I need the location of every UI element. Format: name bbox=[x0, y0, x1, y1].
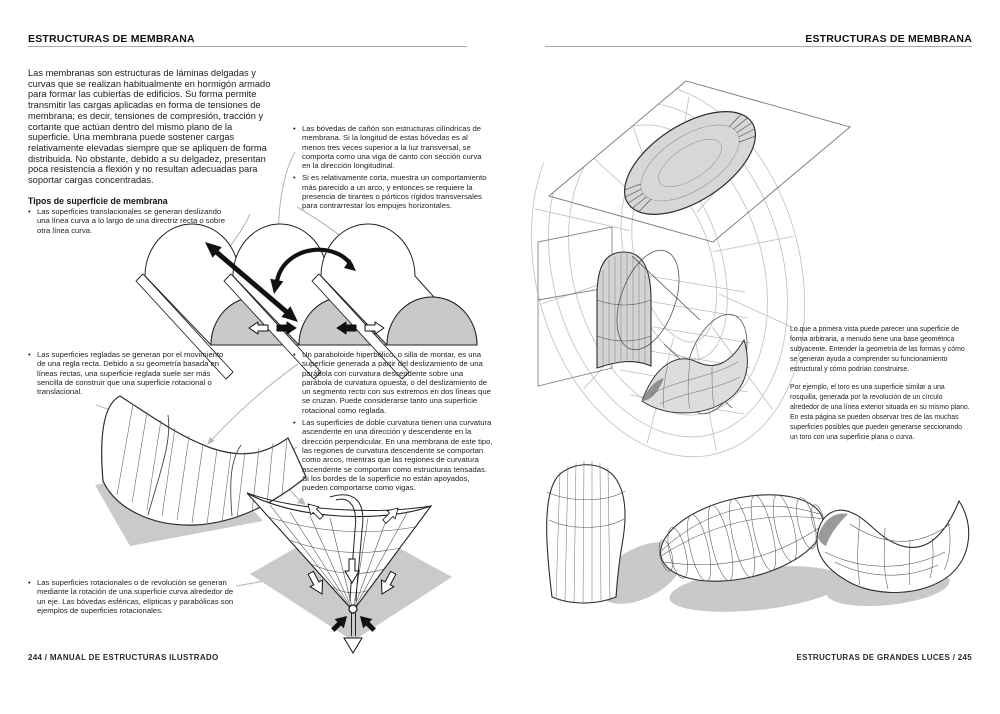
bullet-translacionales: • Las superficies translacionales se generan deslizando una línea curva a lo largo de una directriz recta o sobre otra línea curva. bbox=[28, 207, 233, 238]
blob-surface-illustration bbox=[651, 480, 847, 619]
bullet-regladas: • Las superficies regladas se generan por el movimiento de una regla recta. Debido a su geometría basada en líneas rectas, una superficie reglada suele ser más sencilla de construir que una superficie rotacional o translacional. bbox=[28, 350, 233, 399]
right-page-header: ESTRUCTURAS DE MEMBRANA bbox=[805, 33, 972, 45]
right-paragraph-2: Por ejemplo, el toro es una superficie similar a una rosquilla, generada por la revolución de un círculo alrededor de una línea exterior situada en su mismo plano. En esta página se pueden observar tres de las muchas superficies posibles que pueden generarse seccionando un toro con una superficie plana o curva. bbox=[790, 384, 970, 441]
right-paragraph-1: Lo que a primera vista puede parecer una superficie de forma arbitraria, a menudo tiene una base geométrica subyacente. Entender la geometría de las formas y cómo se generan ayuda a comprender su funcionamiento estructural y cómo podrían construirse. bbox=[790, 326, 965, 373]
bullet-rotacionales: • Las superficies rotacionales o de revolución se generan mediante la rotación de una superficie curva alrededor de un eje. Las bóvedas esféricas, elípticas y parabólicas son ejemplos de superficies rotacionales. bbox=[28, 578, 236, 618]
intro-paragraph: Las membranas son estructuras de láminas delgadas y curvas que se realizan habitualmente en hormigón armado para formar las cubiertas de edificios. Su forma permite transmitir las cargas aplicadas en forma de tensiones de membrana; es decir, tensiones de compresión, tracción y cortante que actúan dentro del mismo plano de la superficie. Una membrana puede sostener cargas relativamente elevadas siempre que se apliquen de forma distribuida. No obstante, debido a su delgadez, presentan poca resistencia a flexión y no resultan adecuadas para soportar cargas concentradas. bbox=[28, 68, 271, 186]
bullets-bovedas: • Las bóvedas de cañón son estructuras cilíndricas de membrana. Si la longitud de estas bóvedas es al menos tres veces superior a la luz transversal, se comporta como una viga de canto con sección curva en la dirección longitudinal. • Si es relativamente corta, muestra un comportamiento más parecido a un arco, y entonces se requiere la presencia de tirantes o pórticos rígidos transversales para contrarrestar los empujes horizontales. bbox=[293, 124, 489, 214]
left-page-footer: 244 / MANUAL DE ESTRUCTURAS ILUSTRADO bbox=[28, 653, 219, 662]
bullets-paraboloide: • Un paraboloide hiperbólico, o silla de montar, es una superficie generada a partir del deslizamiento de una parábola con curvatura descendente sobre una parábola de curvatura opuesta, o del deslizamiento de un segmento recto con sus extremos en dos líneas que se cruzan. Puede considerarse tanto una superficie rotacional como reglada. • Las superficies de doble curvatura tienen una curvatura ascendente en una dirección y descendente en la dirección perpendicular. En una membrana de este tipo, las regiones de curvatura descendente se comportan como arcos, mientras que las regiones de curvatura ascendente se comportan como estructuras tensadas. Si los bordes de la superficie no están apoyados, pueden comportarse como vigas. bbox=[293, 350, 493, 495]
hypar-funnel-illustration bbox=[247, 493, 452, 653]
right-header-rule bbox=[545, 46, 972, 47]
right-page-footer: ESTRUCTURAS DE GRANDES LUCES / 245 bbox=[796, 653, 972, 662]
saddle-shell-illustration bbox=[817, 501, 969, 611]
left-header-rule bbox=[28, 46, 467, 47]
membrane-types-subhead: Tipos de superficie de membrana bbox=[28, 196, 168, 206]
left-page-header: ESTRUCTURAS DE MEMBRANA bbox=[28, 33, 195, 45]
